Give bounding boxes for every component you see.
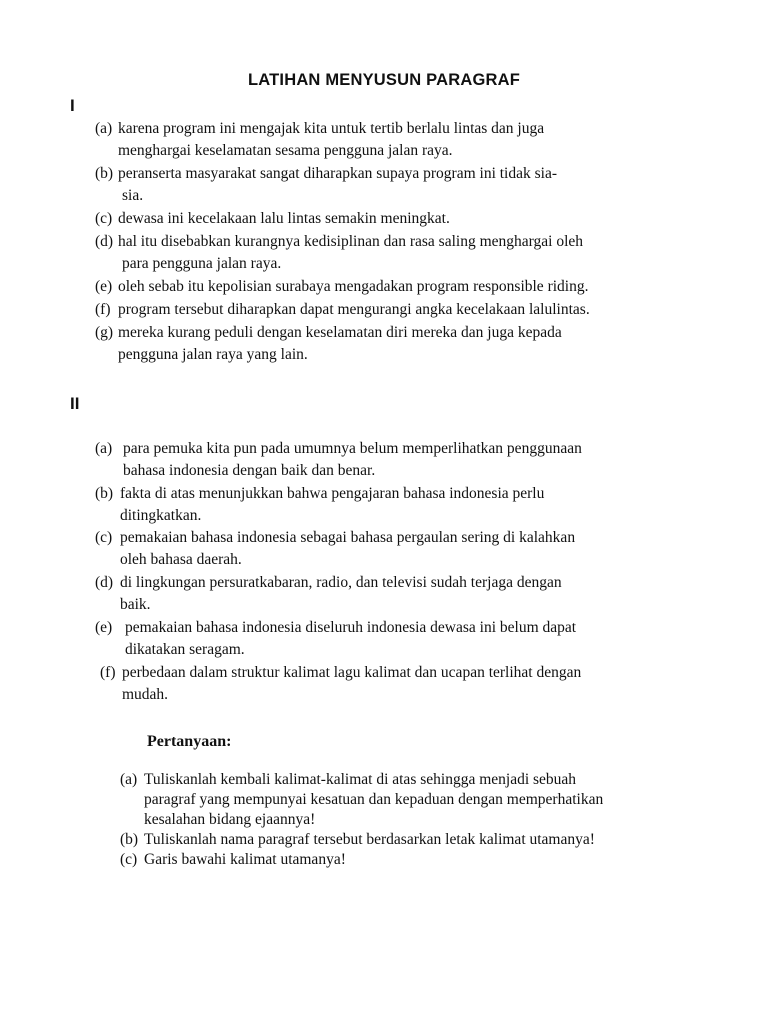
- list-item: [95, 438, 695, 482]
- list-item: [95, 527, 695, 571]
- list-item: [95, 163, 695, 207]
- item-text-continued: kesalahan bidang ejaannya!: [144, 811, 316, 828]
- section-2-label: II: [70, 394, 80, 413]
- list-item: [95, 118, 695, 162]
- item-text: mereka kurang peduli dengan keselamatan diri mereka dan juga kepada: [118, 324, 562, 341]
- item-text: perbedaan dalam struktur kalimat lagu kalimat dan ucapan terlihat dengan: [122, 664, 582, 681]
- item-text-continued: bahasa indonesia dengan baik dan benar.: [123, 462, 376, 479]
- page-title: LATIHAN MENYUSUN PARAGRAF: [247, 71, 521, 89]
- item-text: program tersebut diharapkan dapat mengurangi angka kecelakaan lalulintas.: [118, 301, 590, 318]
- item-marker: (g): [95, 324, 114, 341]
- item-marker: (e): [95, 619, 113, 636]
- item-text-continued: sia.: [122, 187, 144, 204]
- item-text: Tuliskanlah nama paragraf tersebut berdasarkan letak kalimat utamanya!: [144, 831, 595, 848]
- item-marker: (d): [95, 574, 114, 591]
- item-marker: (b): [120, 831, 139, 848]
- list-item: [95, 299, 695, 321]
- item-marker: (a): [95, 440, 113, 457]
- item-marker: (f): [100, 664, 116, 681]
- item-text: oleh sebab itu kepolisian surabaya mengadakan program responsible riding.: [118, 278, 589, 295]
- item-text: Tuliskanlah kembali kalimat-kalimat di atas sehingga menjadi sebuah: [144, 771, 577, 788]
- item-text-continued: dikatakan seragam.: [125, 641, 245, 658]
- item-text: peranserta masyarakat sangat diharapkan supaya program ini tidak sia-: [118, 165, 557, 182]
- list-item: [95, 231, 695, 275]
- item-text: karena program ini mengajak kita untuk tertib berlalu lintas dan juga: [118, 120, 545, 137]
- item-text-continued: ditingkatkan.: [120, 507, 202, 524]
- list-item: [120, 770, 695, 830]
- list-item: [100, 662, 700, 706]
- item-text: di lingkungan persuratkabaran, radio, dan televisi sudah terjaga dengan: [120, 574, 562, 591]
- list-item: [95, 617, 695, 661]
- list-item: [95, 322, 695, 366]
- item-marker: (a): [95, 120, 113, 137]
- item-text: pemakaian bahasa indonesia sebagai bahasa pergaulan sering di kalahkan: [120, 529, 576, 546]
- list-item: [95, 572, 695, 616]
- item-text: hal itu disebabkan kurangnya kedisiplinan dan rasa saling menghargai oleh: [118, 233, 584, 250]
- list-item: [120, 850, 695, 870]
- item-text-continued: para pengguna jalan raya.: [122, 255, 282, 272]
- item-marker: (c): [95, 210, 113, 227]
- item-marker: (e): [95, 278, 113, 295]
- item-text: fakta di atas menunjukkan bahwa pengajaran bahasa indonesia perlu: [120, 485, 545, 502]
- list-item: [95, 276, 695, 298]
- item-marker: (b): [95, 485, 114, 502]
- list-item: [95, 483, 695, 527]
- list-item: [120, 830, 695, 850]
- item-text-continued: baik.: [120, 596, 151, 613]
- item-marker: (d): [95, 233, 114, 250]
- item-text-continued: mudah.: [122, 686, 169, 703]
- item-marker: (b): [95, 165, 114, 182]
- item-text: pemakaian bahasa indonesia diseluruh indonesia dewasa ini belum dapat: [125, 619, 577, 636]
- item-text: Garis bawahi kalimat utamanya!: [144, 851, 346, 868]
- item-text: dewasa ini kecelakaan lalu lintas semakin meningkat.: [118, 210, 450, 227]
- section-1-label: I: [70, 96, 75, 115]
- item-marker: (c): [120, 851, 138, 868]
- item-marker: (c): [95, 529, 113, 546]
- item-marker: (f): [95, 301, 111, 318]
- item-text-continued: oleh bahasa daerah.: [120, 551, 242, 568]
- item-text-continued: paragraf yang mempunyai kesatuan dan kepaduan dengan memperhatikan: [144, 791, 604, 808]
- item-text: para pemuka kita pun pada umumnya belum memperlihatkan penggunaan: [123, 440, 582, 457]
- questions-heading: Pertanyaan:: [147, 733, 232, 750]
- item-text-continued: pengguna jalan raya yang lain.: [118, 346, 308, 363]
- list-item: [95, 208, 695, 230]
- item-text-continued: menghargai keselamatan sesama pengguna jalan raya.: [118, 142, 453, 159]
- item-marker: (a): [120, 771, 138, 788]
